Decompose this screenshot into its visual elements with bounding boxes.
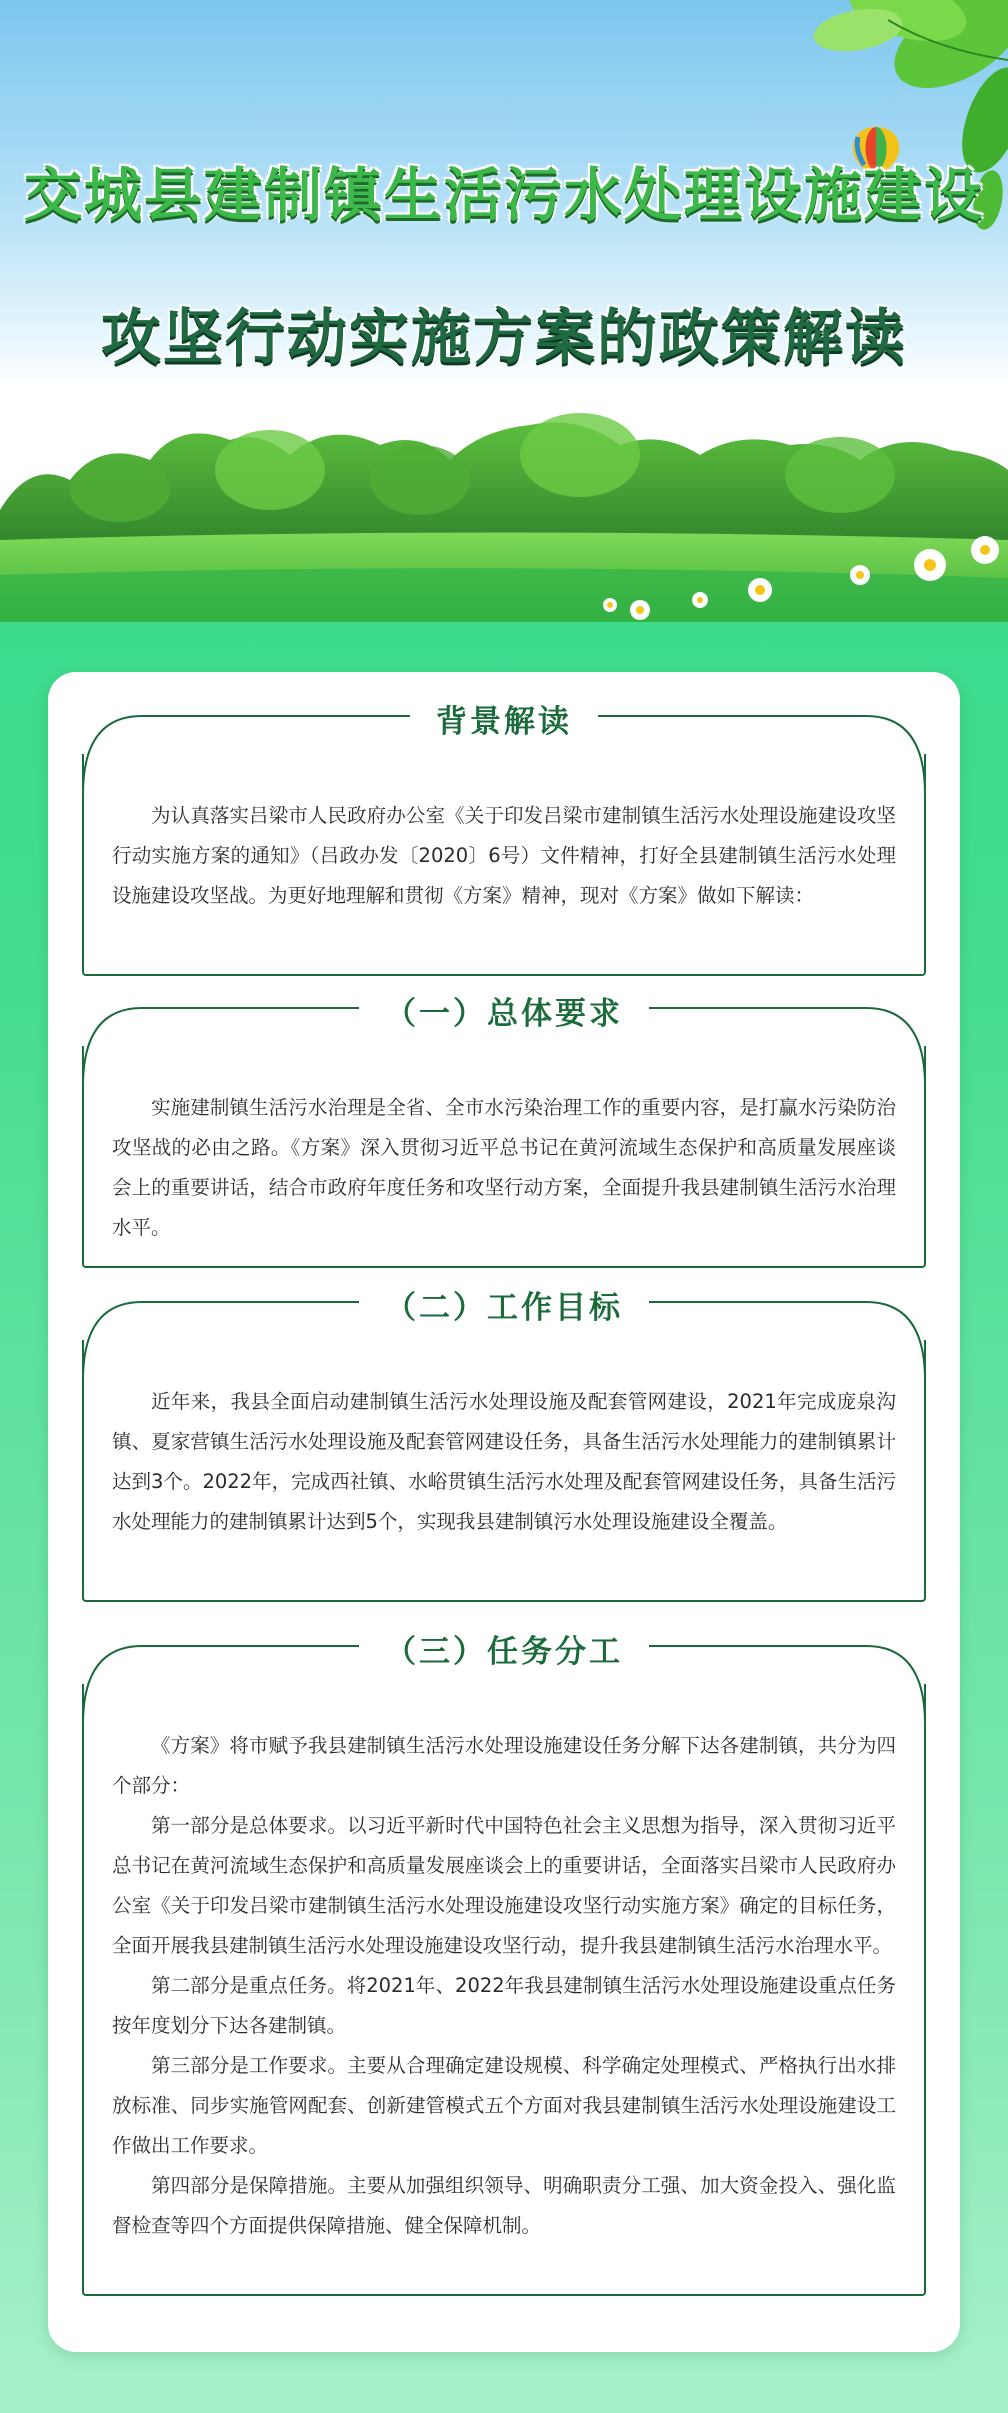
trees-grass-illustration <box>0 400 1008 622</box>
section-background <box>82 704 926 976</box>
paragraph: 近年来，我县全面启动建制镇生活污水处理设施及配套管网建设，2021年完成庞泉沟镇、夏家营镇生活污水处理设施及配套管网建设任务，具备生活污水处理能力的建制镇累计达到3个。2022年，完成西社镇、水峪贯镇生活污水处理及配套管网建设任务，具备生活污水处理能力的建制镇累计达到5个，实现我县建制镇污水处理设施建设全覆盖。 <box>112 1390 896 1533</box>
section-title: （一）总体要求 <box>84 988 924 1033</box>
paragraph: 为认真落实吕梁市人民政府办公室《关于印发吕梁市建制镇生活污水处理设施建设攻坚行动实施方案的通知》（吕政办发〔2020〕6号）文件精神，打好全县建制镇生活污水处理设施建设攻坚战。为更好地理解和贯彻《方案》精神，现对《方案》做如下解读： <box>112 804 896 907</box>
paragraph: 第一部分是总体要求。以习近平新时代中国特色社会主义思想为指导，深入贯彻习近平总书记在黄河流域生态保护和高质量发展座谈会上的重要讲话，全面落实吕梁市人民政府办公室《关于印发吕梁市建制镇生活污水处理设施建设攻坚行动实施方案》确定的目标任务，全面开展我县建制镇生活污水处理设施建设攻坚行动，提升我县建制镇生活污水治理水平。 <box>112 1814 896 1957</box>
section-body <box>112 1726 896 2246</box>
page-title-line-1: 交城县建制镇生活污水处理设施建设 <box>23 161 984 229</box>
section-body <box>112 1382 896 1542</box>
paragraph: 实施建制镇生活污水治理是全省、全市水污染治理工作的重要内容，是打赢水污染防治攻坚战的必由之路。《方案》深入贯彻习近平总书记在黄河流域生态保护和高质量发展座谈会上的重要讲话，结合市政府年度任务和攻坚行动方案，全面提升我县建制镇生活污水治理水平。 <box>112 1096 896 1239</box>
section-work-goals <box>82 1290 926 1602</box>
section-task-division <box>82 1634 926 2296</box>
paragraph: 第三部分是工作要求。主要从合理确定建设规模、科学确定处理模式、严格执行出水排放标准、同步实施管网配套、创新建管模式五个方面对我县建制镇生活污水处理设施建设工作做出工作要求。 <box>112 2054 896 2157</box>
section-title: （二）工作目标 <box>84 1282 924 1327</box>
section-title: 背景解读 <box>84 696 924 741</box>
section-body <box>112 1088 896 1248</box>
section-overall-requirements <box>82 996 926 1268</box>
section-title: （三）任务分工 <box>84 1626 924 1671</box>
paragraph: 第四部分是保障措施。主要从加强组织领导、明确职责分工强、加大资金投入、强化监督检查等四个方面提供保障措施、健全保障机制。 <box>112 2174 896 2237</box>
hero-banner <box>0 0 1008 622</box>
section-body <box>112 796 896 916</box>
page-title-line-2: 攻坚行动实施方案的政策解读 <box>101 303 907 373</box>
paragraph: 《方案》将市赋予我县建制镇生活污水处理设施建设任务分解下达各建制镇，共分为四个部分： <box>112 1734 896 1797</box>
content-card <box>48 672 960 2352</box>
paragraph: 第二部分是重点任务。将2021年、2022年我县建制镇生活污水处理设施建设重点任务按年度划分下达各建制镇。 <box>112 1974 896 2037</box>
